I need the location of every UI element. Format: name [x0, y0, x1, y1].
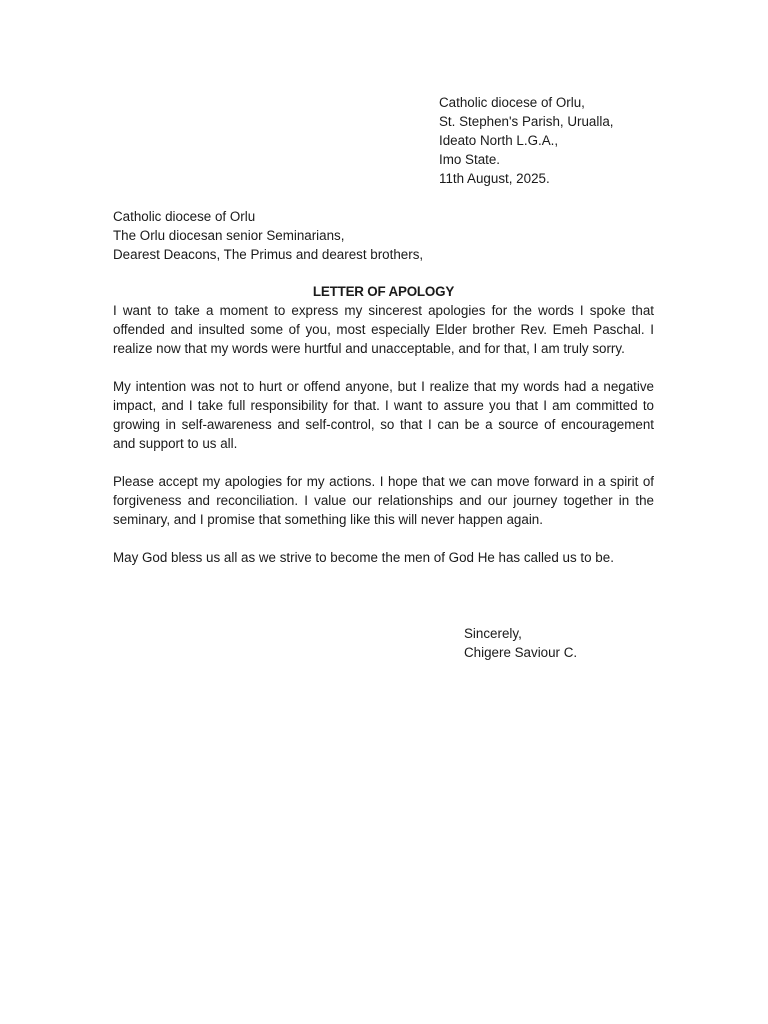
body-paragraph-reconciliation: Please accept my apologies for my actions. I hope that we can move forward in a spirit of forgiveness and reconciliation. I value our relationships and our journey together in the seminary, and I promise that something like this will never happen again. — [113, 474, 654, 527]
signatory-name: Chigere Saviour C. — [464, 645, 578, 660]
recipient-address — [113, 207, 423, 264]
body-paragraph-apology: I want to take a moment to express my sincerest apologies for the words I spoke that offended and insulted some of you, most especially Elder brother Rev. Emeh Paschal. I realize now that my words were hurtful and unacceptable, and for that, I am truly sorry. — [113, 303, 654, 356]
sender-line-lga: Ideato North L.G.A., — [439, 133, 559, 148]
letter-body — [113, 301, 654, 567]
body-paragraph-blessing: May God bless us all as we strive to become the men of God He has called us to be. — [113, 550, 614, 565]
body-paragraph-intention: My intention was not to hurt or offend anyone, but I realize that my words had a negative impact, and I take full responsibility for that. I want to assure you that I am committed to growing in self-awareness and self-control, so that I can be a source of encouragement and support to us all. — [113, 379, 654, 451]
sender-line-state: Imo State. — [439, 152, 501, 167]
salutation: Dearest Deacons, The Primus and dearest brothers, — [113, 247, 424, 262]
sender-line-diocese: Catholic diocese of Orlu, — [439, 95, 585, 110]
letter-title: LETTER OF APOLOGY — [312, 284, 455, 299]
letter-date: 11th August, 2025. — [439, 171, 550, 186]
recipient-line-seminarians: The Orlu diocesan senior Seminarians, — [113, 228, 345, 243]
sender-line-parish: St. Stephen's Parish, Urualla, — [439, 114, 614, 129]
closing-text: Sincerely, — [464, 626, 522, 641]
signature-block — [464, 624, 577, 662]
recipient-line-diocese: Catholic diocese of Orlu — [113, 209, 256, 224]
sender-address — [439, 93, 614, 188]
